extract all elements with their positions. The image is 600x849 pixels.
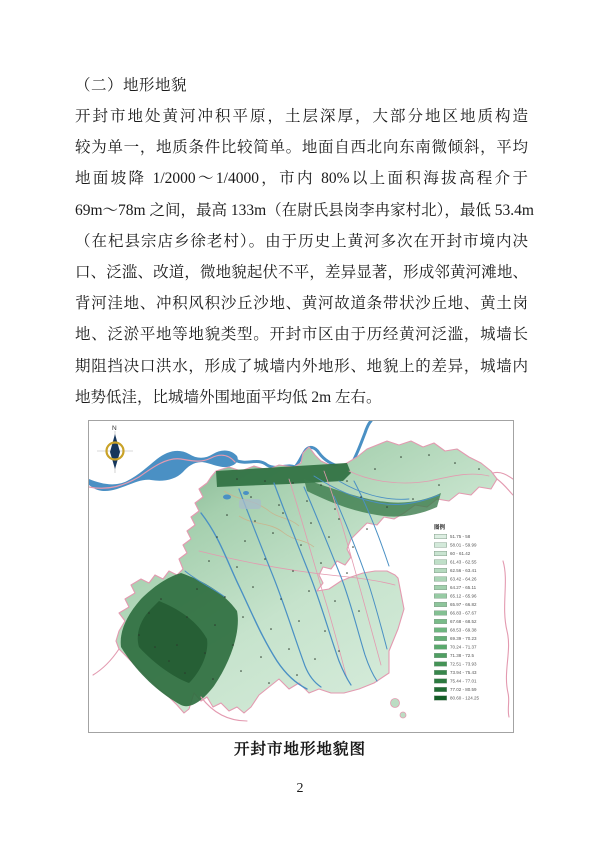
paragraph-line: （在杞县宗店乡徐老村）。由于历史上黄河多次在开封市境内决 [75, 232, 528, 250]
legend-label: 63.42 - 64.26 [450, 576, 477, 582]
legend-label: 60 - 61.42 [450, 551, 471, 556]
legend-swatch [434, 585, 447, 590]
section-heading: （二）地形地貌 [75, 77, 188, 94]
legend-label: 51.75 - 58 [450, 534, 471, 539]
legend-swatch [434, 543, 447, 548]
legend-label: 71.38 - 72.5 [450, 653, 475, 658]
legend-label: 73.94 - 75.43 [450, 670, 477, 675]
legend-row [434, 636, 514, 641]
legend-swatch [434, 619, 447, 624]
legend-label: 66.83 - 67.67 [450, 610, 477, 616]
legend-swatch [434, 679, 447, 684]
enclave [400, 712, 406, 718]
paragraph-line: 地面坡降 1/2000～1/4000，市内 80%以上面积海拔高程介于 [75, 170, 528, 188]
legend-row [434, 611, 514, 616]
legend-swatch [434, 560, 447, 565]
legend-title: 图例 [434, 524, 445, 531]
legend-row [434, 679, 514, 684]
paragraph-line: 较为单一，地质条件比较简单。地面自西北向东南微倾斜，平均 [75, 139, 528, 157]
legend-label: 61.43 - 62.55 [450, 559, 477, 565]
legend-label: 72.51 - 73.93 [450, 661, 477, 667]
legend-swatch [434, 534, 447, 539]
legend-row [434, 628, 514, 633]
legend-row [434, 645, 514, 650]
lake [243, 491, 249, 495]
legend-swatch [434, 568, 447, 573]
legend-label: 62.56 - 63.41 [450, 568, 477, 573]
legend-label: 65.12 - 65.96 [450, 593, 477, 599]
legend-swatch [434, 653, 447, 658]
legend-label: 67.68 - 68.52 [450, 619, 477, 624]
legend-label: 69.39 - 70.23 [450, 636, 477, 641]
legend-swatch [434, 636, 447, 641]
legend-row [434, 551, 514, 556]
compass-icon [97, 425, 133, 473]
legend-row [434, 653, 514, 658]
legend-label: 70.24 - 71.37 [450, 644, 477, 650]
legend-row [434, 568, 514, 573]
north-label: N [112, 425, 117, 432]
legend-row [434, 594, 514, 599]
paragraph-line: 开封市地处黄河冲积平原，土层深厚，大部分地区地质构造 [75, 108, 528, 125]
legend-swatch [434, 628, 447, 633]
figure-frame [88, 420, 514, 733]
legend-swatch [434, 662, 447, 667]
legend-row [434, 696, 514, 701]
legend-label: 68.53 - 69.38 [450, 627, 477, 633]
page-number: 2 [296, 781, 304, 796]
legend-swatch [434, 670, 447, 675]
legend-row [434, 577, 514, 582]
legend-swatch [434, 594, 447, 599]
legend-row [434, 543, 514, 548]
legend-label: 65.97 - 66.82 [450, 602, 477, 607]
enclave [391, 699, 400, 708]
legend-swatch [434, 602, 447, 607]
legend-swatch [434, 577, 447, 582]
lake [223, 495, 231, 500]
paragraph-line: 背河洼地、冲积风积沙丘沙地、黄河故道条带状沙丘地、黄土岗 [75, 295, 528, 313]
legend-row [434, 534, 514, 539]
legend-row [434, 602, 514, 607]
legend-label: 75.44 - 77.01 [450, 678, 477, 684]
legend-label: 58.01 - 59.99 [450, 542, 477, 548]
map-legend [434, 523, 514, 704]
city-area [239, 499, 261, 509]
paragraph-line: 口、泛滥、改道，微地貌起伏不平，差异显著，形成邻黄河滩地、 [75, 263, 528, 281]
paragraph-line: 69m～78m 之间，最高 133m（在尉氏县岗李冉家村北），最低 53.4m [75, 201, 534, 219]
legend-swatch [434, 645, 447, 650]
legend-row [434, 560, 514, 565]
legend-swatch [434, 551, 447, 556]
body-paragraph [75, 101, 534, 413]
paragraph-line: 地、泛淤平地等地貌类型。开封市区由于历经黄河泛滥，城墙长 [75, 326, 528, 344]
legend-row [434, 670, 514, 675]
legend-row [434, 585, 514, 590]
legend-label: 64.27 - 65.11 [450, 585, 477, 590]
legend-swatch [434, 687, 447, 692]
paragraph-line: 地势低洼，比城墙外围地面平均低 2m 左右。 [75, 388, 382, 406]
figure-caption: 开封市地形地貌图 [233, 741, 366, 758]
legend-row [434, 662, 514, 667]
paragraph-line: 期阻挡决口洪水，形成了城墙内外地形、地貌上的差异，城墙内 [75, 357, 528, 375]
legend-label: 80.60 - 124.25 [450, 695, 480, 701]
legend-row [434, 687, 514, 692]
legend-row [434, 619, 514, 624]
legend-entries [434, 534, 514, 701]
legend-label: 77.02 - 80.59 [450, 687, 477, 692]
legend-swatch [434, 611, 447, 616]
legend-swatch [434, 696, 447, 701]
